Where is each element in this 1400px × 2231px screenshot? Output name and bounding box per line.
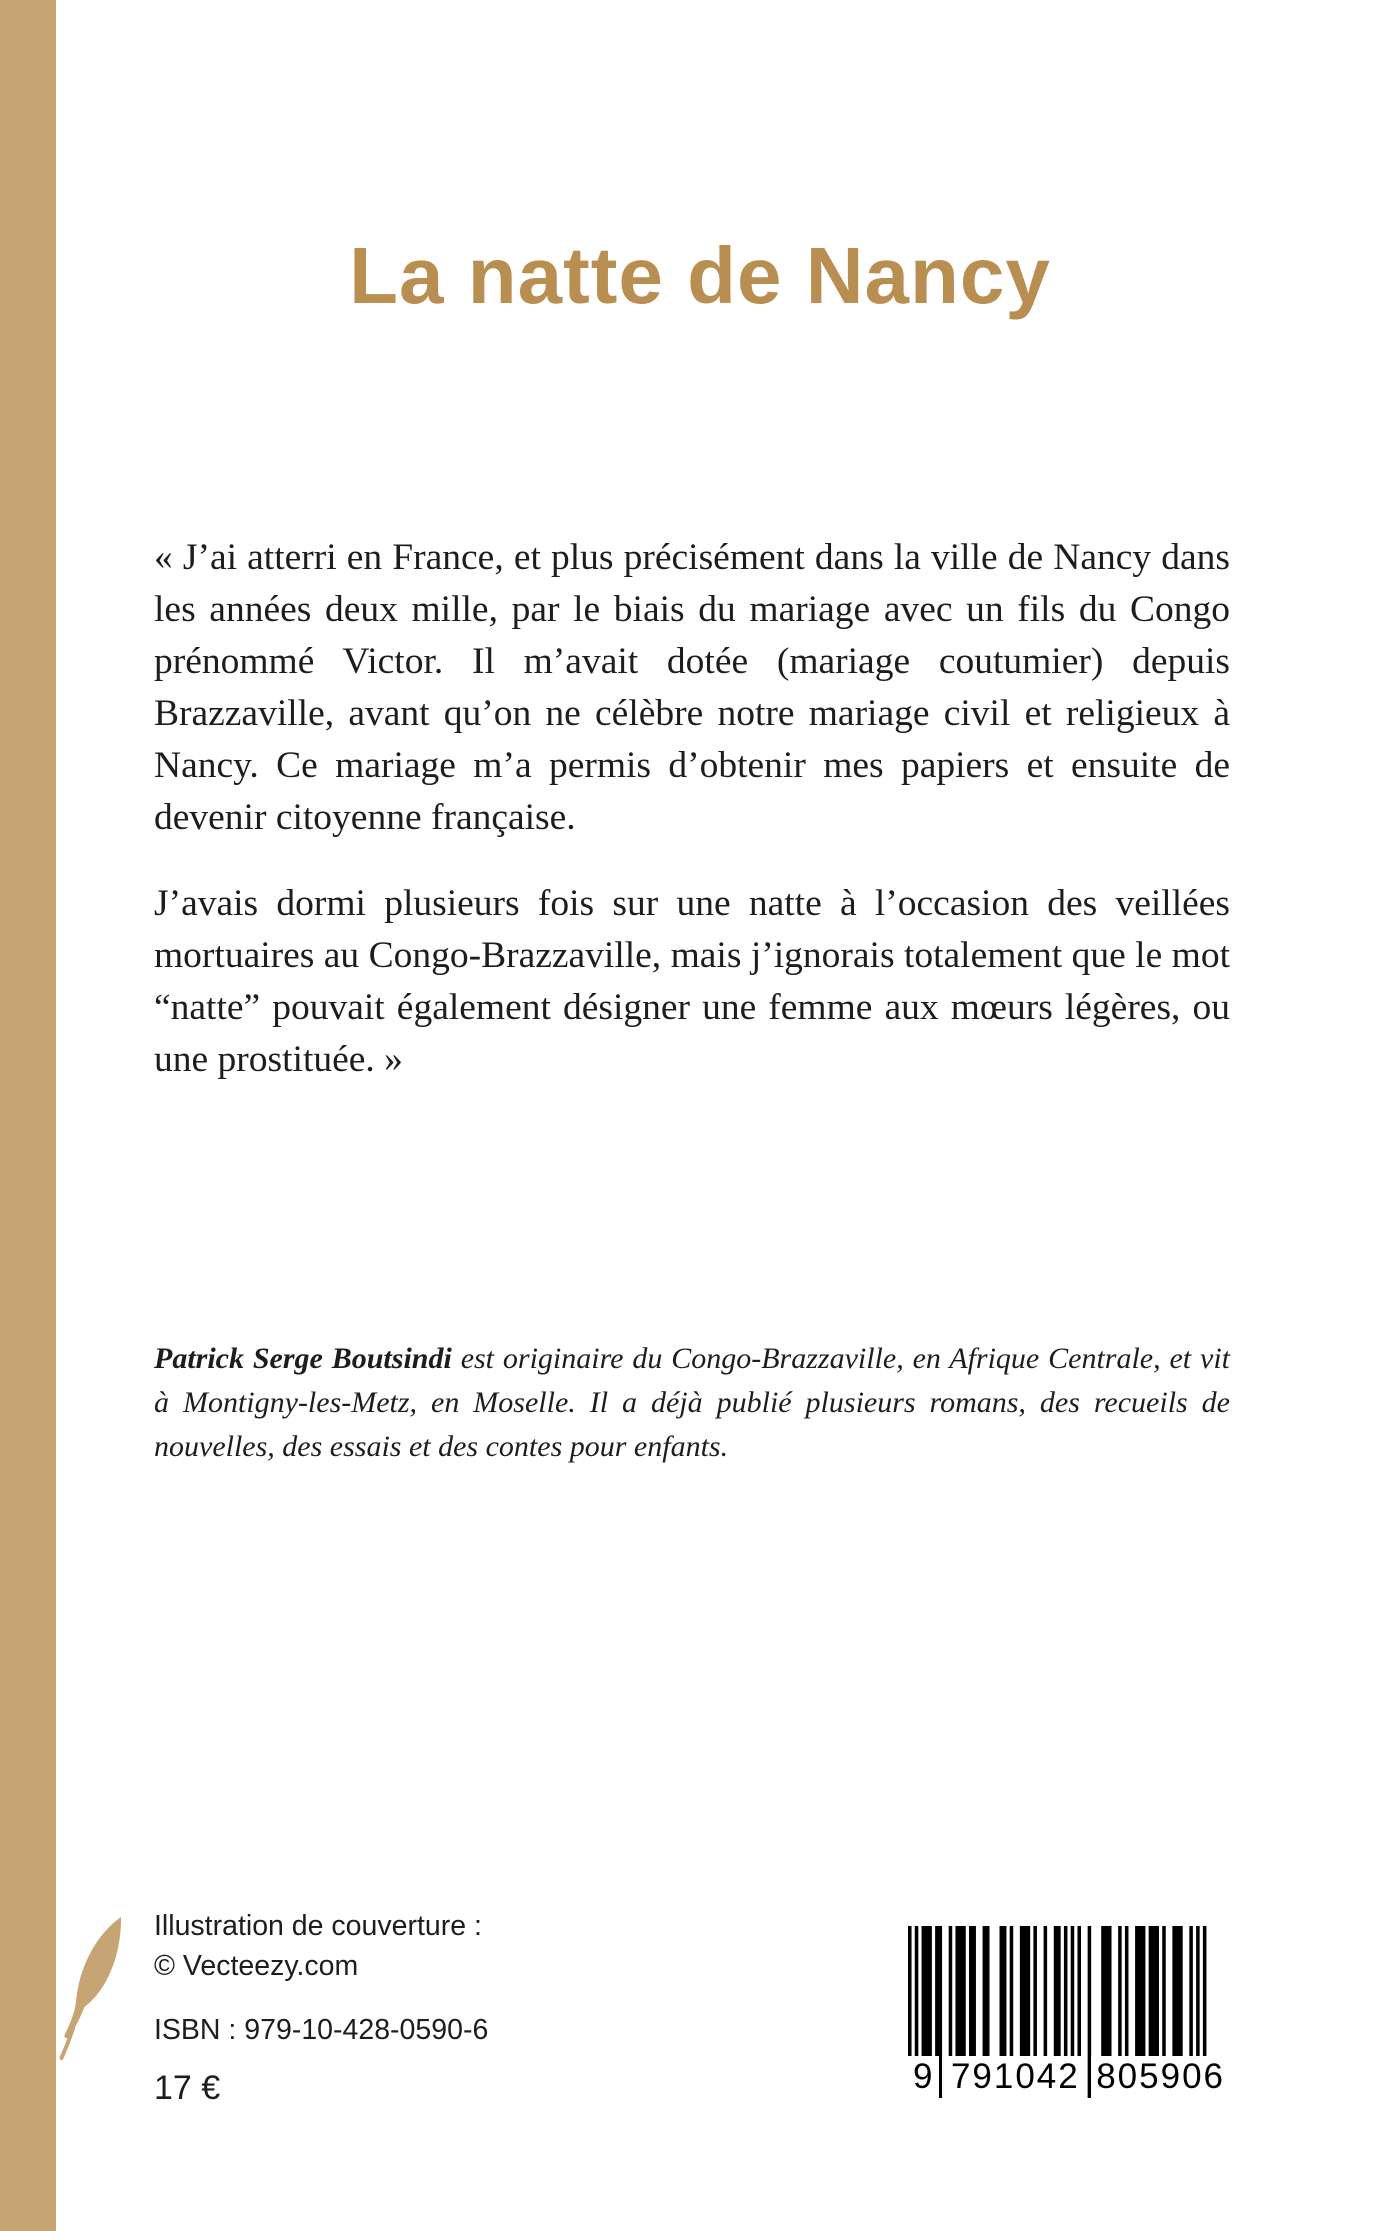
- excerpt-paragraph-1: « J’ai atterri en France, et plus précisément dans la ville de Nancy dans les années deux mille, par le biais du mariage avec un fils du Congo prénommé Victor. Il m’avait dotée (mariage coutumier) depuis Brazzaville, avant qu’on ne célèbre notre mariage civil et religieux à Nancy. Ce mariage m’a permis d’obtenir mes papiers et ensuite de devenir citoyenne française.: [154, 537, 1230, 838]
- barcode: [908, 1926, 1230, 2098]
- barcode-number: [908, 2056, 1230, 2098]
- author-name: Patrick Serge Boutsindi: [154, 1342, 452, 1375]
- book-title: La natte de Nancy: [349, 231, 1051, 320]
- author-bio: [154, 1337, 1230, 1469]
- illustration-credit-line1: Illustration de couverture :: [154, 1910, 482, 1942]
- barcode-digit-group: 9: [908, 2056, 939, 2098]
- excerpt-block: [154, 532, 1230, 1120]
- illustration-credit-line2: © Vecteezy.com: [154, 1950, 359, 1982]
- barcode-digit-group: 805906: [1091, 2056, 1230, 2098]
- feather-quill-icon: [58, 1912, 140, 2064]
- credits-block: [154, 1906, 488, 2108]
- price-label: 17 €: [154, 2069, 221, 2107]
- barcode-digit-group: 791042: [946, 2056, 1085, 2098]
- author-bio-text: est originaire du Congo-Brazzaville, en Afrique Centrale, et vit à Montigny-les-Metz, en Moselle. Il a déjà publié plusieurs romans, des recueils de nouvelles, des essais et des contes pour enfants.: [154, 1342, 1230, 1463]
- isbn-line: ISBN : 979-10-428-0590-6: [154, 2014, 489, 2046]
- spine-strip: [0, 0, 56, 2231]
- excerpt-paragraph-2: J’avais dormi plusieurs fois sur une natte à l’occasion des veillées mortuaires au Congo-Brazzaville, mais j’ignorais totalement que le mot “natte” pouvait également désigner une femme aux mœurs légères, ou une prostituée. »: [154, 883, 1230, 1080]
